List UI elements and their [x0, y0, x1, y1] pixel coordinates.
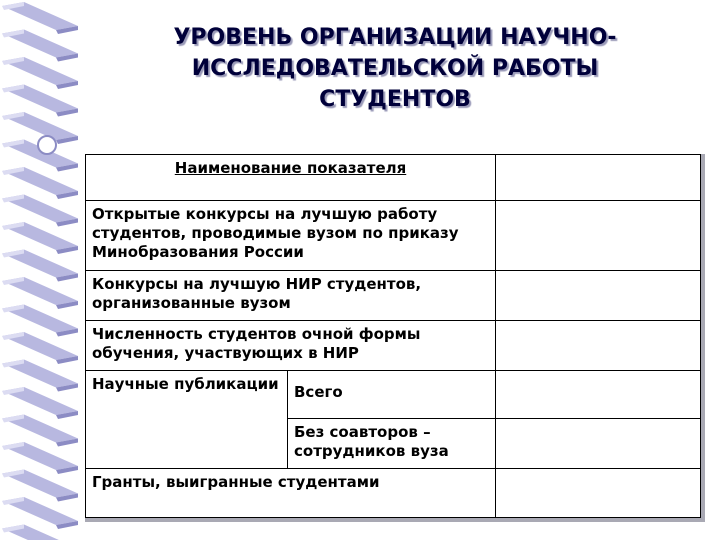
value-cell	[496, 371, 701, 419]
slide-title	[100, 22, 690, 115]
header-indicator-name: Наименование показателя	[86, 155, 496, 201]
header-value-cell	[496, 155, 701, 201]
title-line-3: СТУДЕНТОВ	[319, 87, 471, 112]
table-row	[86, 321, 701, 371]
row-open-contests: Открытые конкурсы на лучшую работу студентов, проводимые вузом по приказу Минобразования России	[86, 201, 496, 271]
value-cell	[496, 469, 701, 518]
table-header-row	[86, 155, 701, 201]
row-university-contests: Конкурсы на лучшую НИР студентов, организованные вузом	[86, 271, 496, 321]
value-cell	[496, 321, 701, 371]
row-students-count: Численность студентов очной формы обучения, участвующих в НИР	[86, 321, 496, 371]
value-cell	[496, 201, 701, 271]
table-row	[86, 371, 701, 419]
indicator-table	[85, 154, 701, 518]
row-publications-label: Научные публикации	[86, 371, 288, 469]
value-cell	[496, 419, 701, 469]
binding-ring-knob	[38, 136, 56, 154]
value-cell	[496, 271, 701, 321]
row-grants: Гранты, выигранные студентами	[86, 469, 496, 518]
table-row	[86, 201, 701, 271]
spiral-rings	[2, 2, 78, 540]
notebook-binding	[0, 0, 80, 540]
publications-total: Всего	[288, 371, 496, 419]
table-row	[86, 469, 701, 518]
indicator-table-wrap	[85, 154, 705, 522]
publications-no-coauthors: Без соавторов – сотрудников вуза	[288, 419, 496, 469]
title-line-2: ИССЛЕДОВАТЕЛЬСКОЙ РАБОТЫ	[191, 56, 599, 81]
table-row	[86, 271, 701, 321]
title-line-1: УРОВЕНЬ ОРГАНИЗАЦИИ НАУЧНО-	[173, 25, 617, 50]
